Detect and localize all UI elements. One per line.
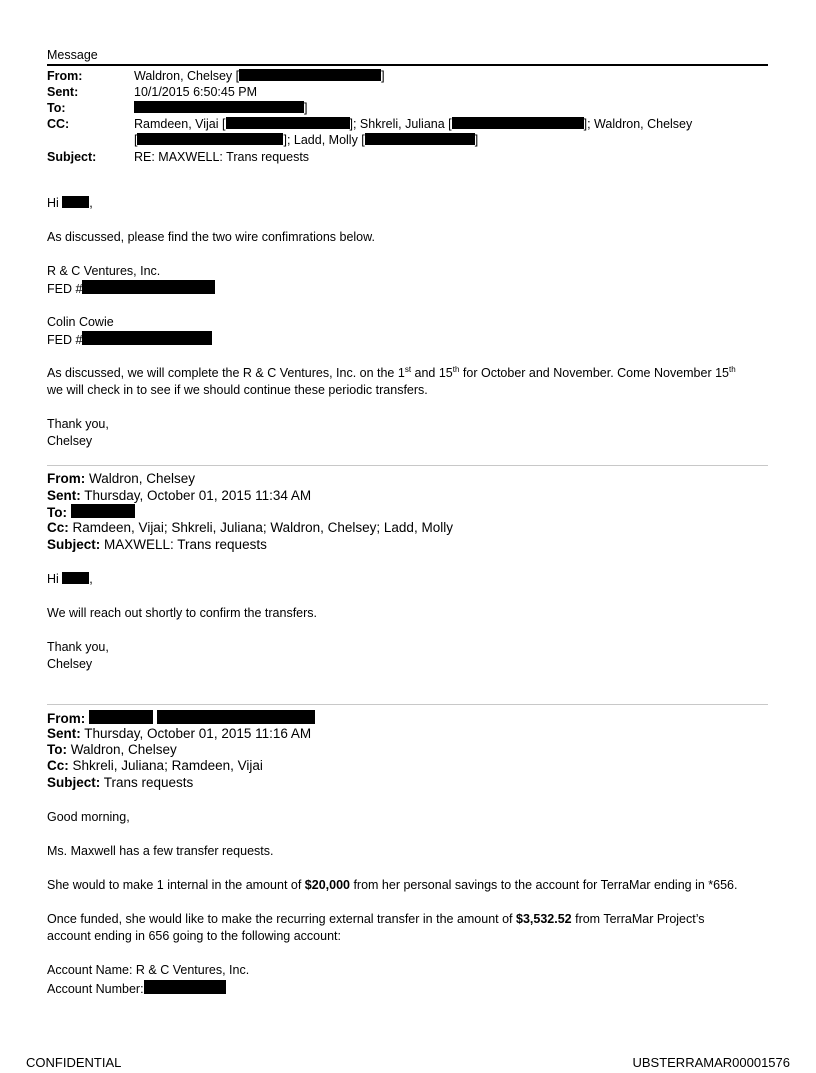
subject-label: Subject:: [47, 537, 101, 552]
cc-value: Shkreli, Juliana; Ramdeen, Vijai: [68, 758, 263, 773]
from-label: From:: [47, 711, 86, 726]
body-text: As discussed, we will complete the R & C Ventures, Inc. on the 1: [47, 366, 405, 380]
subject-value: RE: MAXWELL: Trans requests: [134, 150, 310, 164]
cc-label: CC:: [47, 117, 70, 131]
subject-value: MAXWELL: Trans requests: [100, 537, 267, 552]
cc-value: Ramdeen, Vijai; Shkreli, Juliana; Waldron, Chelsey; Ladd, Molly: [68, 520, 453, 535]
company-1: R & C Ventures, Inc.: [47, 264, 161, 278]
email3-line3: [47, 912, 705, 927]
email2-signature: Chelsey: [47, 657, 93, 671]
sent-value: 10/1/2015 6:50:45 PM: [134, 85, 258, 99]
footer-bates-number: UBSTERRAMAR00001576: [632, 1055, 790, 1070]
footer-confidential: CONFIDENTIAL: [26, 1055, 122, 1070]
greeting-hi: Hi: [47, 196, 59, 210]
fed-line-1: [47, 280, 215, 297]
email3-cc: [47, 758, 263, 773]
to-label: To:: [47, 505, 67, 520]
account-number: [47, 980, 226, 997]
email3-from: [47, 710, 315, 726]
to-label: To:: [47, 742, 67, 757]
header-rule: [47, 64, 768, 66]
email3-to: [47, 742, 177, 757]
body-paragraph-line1: [47, 366, 736, 381]
cc-label: Cc:: [47, 520, 69, 535]
sent-label: Sent:: [47, 488, 81, 503]
separator-rule: [47, 465, 768, 466]
body-text: Once funded, she would like to make the recurring external transfer in the amount of: [47, 912, 517, 926]
fed-line-2: [47, 331, 212, 348]
email2-thanks: Thank you,: [47, 640, 109, 654]
redaction: [62, 196, 89, 208]
sent-value: Thursday, October 01, 2015 11:34 AM: [80, 488, 312, 503]
subject-label: Subject:: [47, 775, 101, 790]
signature: Chelsey: [47, 434, 93, 448]
greeting: [47, 196, 93, 211]
message-label: Message: [47, 48, 98, 62]
greeting-hi: Hi: [47, 572, 59, 586]
from-label: From:: [47, 471, 86, 486]
from-label: From:: [47, 69, 83, 83]
redaction: [452, 117, 584, 129]
redaction: [226, 117, 350, 129]
email2-to: [47, 504, 135, 520]
redaction: [157, 710, 315, 724]
account-name: Account Name: R & C Ventures, Inc.: [47, 963, 250, 977]
thanks: Thank you,: [47, 417, 109, 431]
body-text: from TerraMar Project’s: [571, 912, 705, 926]
cc-waldron: ]; Waldron, Chelsey: [583, 117, 693, 131]
redaction: [134, 101, 304, 113]
subject-label: Subject:: [47, 150, 97, 164]
body-text: and 15: [411, 366, 453, 380]
from-value: Waldron, Chelsey: [85, 471, 196, 486]
account-number-label: Account Number:: [47, 982, 144, 996]
email3-subject: [47, 775, 193, 790]
email3-line2: [47, 878, 737, 893]
redaction: [239, 69, 381, 81]
greeting-comma: ,: [89, 196, 93, 210]
from-name: Waldron, Chelsey [: [134, 69, 240, 83]
redaction: [144, 980, 226, 994]
greeting-comma: ,: [89, 572, 93, 586]
subject-value: Trans requests: [100, 775, 194, 790]
intro-text: As discussed, please find the two wire confimrations below.: [47, 230, 375, 244]
body-text: for October and November. Come November 15: [459, 366, 730, 380]
to-close: ]: [304, 101, 308, 115]
superscript: st: [404, 364, 412, 374]
cc-close: ]: [474, 133, 479, 147]
email2-body: We will reach out shortly to confirm the transfers.: [47, 606, 318, 620]
sent-label: Sent:: [47, 726, 81, 741]
fed-label: FED #: [47, 282, 83, 296]
email2-cc: [47, 520, 453, 535]
cc-ramdeen: Ramdeen, Vijai [: [134, 117, 226, 131]
email2-greeting: [47, 572, 93, 587]
email3-line1: Ms. Maxwell has a few transfer requests.: [47, 844, 274, 858]
body-text: She would to make 1 internal in the amount of: [47, 878, 305, 892]
to-value: Waldron, Chelsey: [67, 742, 177, 757]
cc-ladd: ]; Ladd, Molly [: [283, 133, 365, 147]
email3-greeting: Good morning,: [47, 810, 130, 824]
body-paragraph-line2: we will check in to see if we should continue these periodic transfers.: [47, 383, 428, 397]
from-close: ]: [381, 69, 385, 83]
email3-line3-cont: account ending in 656 going to the following account:: [47, 929, 341, 943]
body-text: from her personal savings to the account for TerraMar ending in *656.: [349, 878, 738, 892]
email2-from: [47, 471, 195, 486]
separator-rule: [47, 704, 768, 705]
fed-label: FED #: [47, 333, 83, 347]
amount: $20,000: [304, 878, 350, 892]
superscript: th: [729, 364, 736, 374]
cc-shkreli: ]; Shkreli, Juliana [: [349, 117, 452, 131]
company-2: Colin Cowie: [47, 315, 114, 329]
cc-value-line1: [134, 117, 692, 132]
to-label: To:: [47, 101, 66, 115]
to-value: [134, 101, 307, 116]
redaction: [365, 133, 475, 145]
superscript: th: [452, 364, 460, 374]
cc-open: [: [134, 133, 138, 147]
email2-subject: [47, 537, 267, 552]
redaction: [62, 572, 89, 584]
redaction: [82, 331, 212, 345]
amount: $3,532.52: [516, 912, 572, 926]
redaction: [137, 133, 283, 145]
sent-value: Thursday, October 01, 2015 11:16 AM: [80, 726, 312, 741]
redaction: [89, 710, 153, 724]
redaction: [82, 280, 215, 294]
email2-sent: [47, 488, 311, 503]
cc-label: Cc:: [47, 758, 69, 773]
cc-value-line2: [134, 133, 478, 148]
redaction: [71, 504, 135, 518]
sent-label: Sent:: [47, 85, 79, 99]
from-value: [134, 69, 385, 84]
email3-sent: [47, 726, 311, 741]
